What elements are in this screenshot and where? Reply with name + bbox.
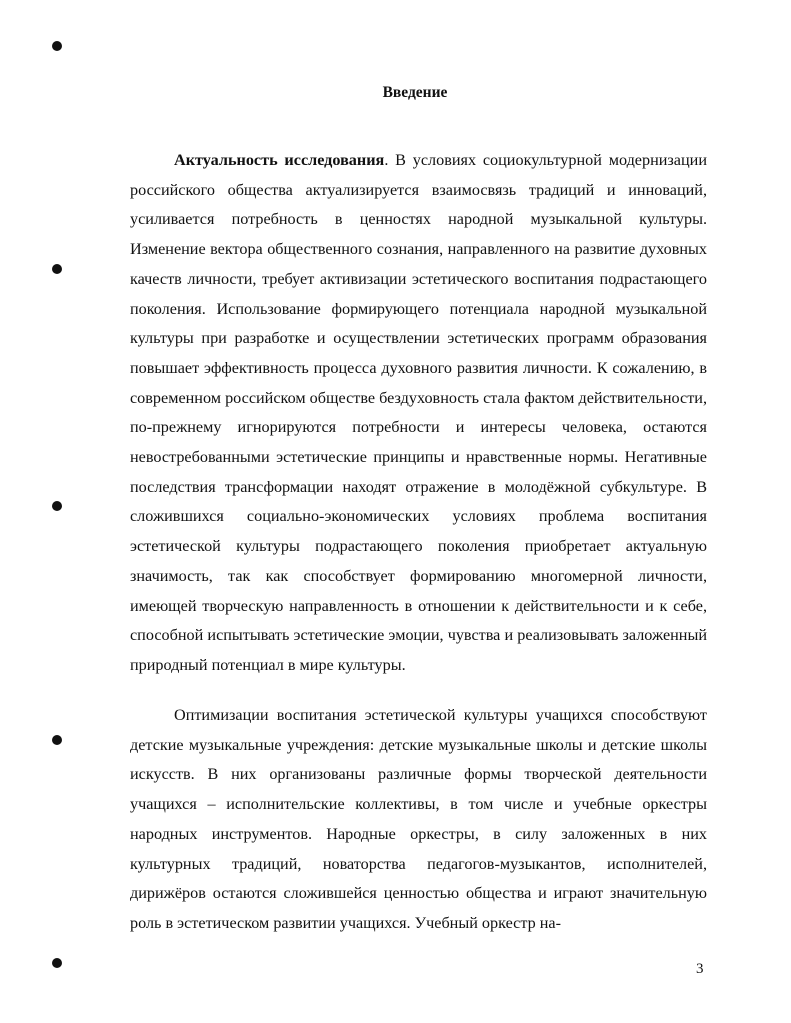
body-paragraph: Оптимизации воспитания эстетической культуры учащихся способствуют детские музыкальные учреждения: детские музыкальные школы и детские школы искусств. В них организованы различные формы творческой деятельности учащихся – исполнительские коллективы, в том числе и учебные оркестры народных инструментов. Народные оркестры, в силу заложенных в них культурных традиций, новаторства педагогов-музыкантов, исполнителей, дирижёров остаются сложившейся ценностью общества и играют значительную роль в эстетическом развитии учащихся. Учебный оркестр на- bbox=[130, 706, 707, 932]
section-heading: Введение bbox=[382, 84, 448, 101]
punch-hole-mark bbox=[52, 735, 62, 745]
punch-hole-mark bbox=[52, 958, 62, 968]
paragraph-text: . В условиях социокультурной модернизации российского общества актуализируется взаимосвязь традиций и инноваций, усиливается потребность в ценностях народной музыкальной культуры. Изменение вектора общественного сознания, направленного на развитие духовных качеств личности, требует активизации эстетического воспитания подрастающего поколения. Использование формирующего потенциала народной музыкальной культуры при разработке и осуществлении эстетических программ образования повышает эффективность процесса духовного развития личности. К сожалению, в современном российском обществе бездуховность стала фактом действительности, по-прежнему игнорируются потребности и интересы человека, остаются невостребованными эстетические принципы и нравственные нормы. Негативные последствия трансформации находят отражение в молодёжной субкультуре. В сложившихся социально-экономических условиях проблема воспитания эстетической культуры подрастающего поколения приобретает актуальную значимость, так как способствует формированию многомерной личности, имеющей творческую направленность в отношении к действительности и к себе, способной испытывать эстетические эмоции, чувства и реализовывать заложенный природный потенциал в мире культуры. bbox=[130, 151, 707, 674]
body-paragraph bbox=[130, 146, 707, 681]
paragraph-lead-phrase: Актуальность исследования bbox=[174, 151, 385, 169]
page-number: 3 bbox=[696, 961, 704, 977]
punch-hole-mark bbox=[52, 264, 62, 274]
punch-hole-mark bbox=[52, 41, 62, 51]
punch-hole-mark bbox=[52, 501, 62, 511]
